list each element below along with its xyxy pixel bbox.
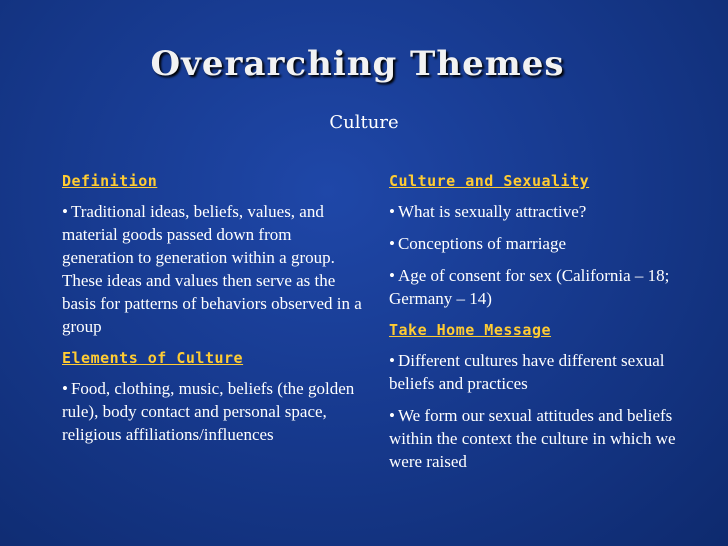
elements-bullet-text: Food, clothing, music, beliefs (the golden rule), body contact and personal space, religious affiliations/influences <box>62 379 355 444</box>
takehome-bullet-text: We form our sexual attitudes and beliefs within the context the culture in which we were raised <box>389 406 676 471</box>
definition-heading: Definition <box>62 172 158 190</box>
sexuality-bullet <box>389 264 689 310</box>
left-column <box>62 170 362 455</box>
sexuality-bullet-text: What is sexually attractive? <box>397 202 587 221</box>
elements-bullet <box>62 377 362 446</box>
bullet-dot: • <box>389 234 395 253</box>
sexuality-bullet-text: Conceptions of marriage <box>397 234 567 253</box>
definition-bullet <box>62 200 362 338</box>
takehome-heading: Take Home Message <box>389 321 552 339</box>
bullet-dot: • <box>389 406 395 425</box>
takehome-bullet-text: Different cultures have different sexual beliefs and practices <box>389 351 665 393</box>
sexuality-bullet-text: Age of consent for sex (California – 18; Germany – 14) <box>389 266 670 308</box>
bullet-dot: • <box>62 379 68 398</box>
bullet-dot: • <box>389 202 395 221</box>
bullet-dot: • <box>389 266 395 285</box>
bullet-dot: • <box>62 202 68 221</box>
takehome-bullet <box>389 349 689 395</box>
sexuality-bullet <box>389 200 689 223</box>
takehome-bullet <box>389 404 689 473</box>
bullet-dot: • <box>389 351 395 370</box>
right-column <box>389 170 689 482</box>
slide-title: Overarching Themes <box>150 44 565 84</box>
slide-subtitle: Culture <box>329 112 399 133</box>
definition-bullet-text: Traditional ideas, beliefs, values, and material goods passed down from generation to generation within a group. These ideas and values then serve as the basis for patterns of behaviors observed in a group <box>62 202 362 336</box>
sexuality-heading: Culture and Sexuality <box>389 172 590 190</box>
elements-heading: Elements of Culture <box>62 349 244 367</box>
sexuality-bullet <box>389 232 689 255</box>
